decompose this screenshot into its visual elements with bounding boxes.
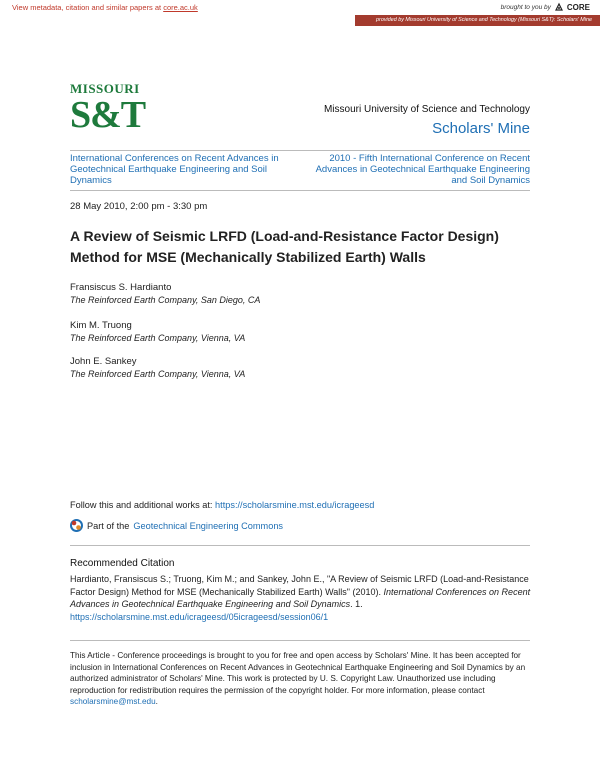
conference-edition-link[interactable]: 2010 - Fifth International Conference on Recent Advances in Geotechnical Earthquake Engineering and Soil Dynamics bbox=[315, 153, 530, 186]
citation-url[interactable]: https://scholarsmine.mst.edu/icrageesd/05icrageesd/session06/1 bbox=[70, 611, 329, 622]
core-view-text: View metadata, citation and similar papers at bbox=[12, 3, 164, 12]
divider-notice bbox=[70, 640, 530, 641]
author-affiliation: The Reinforced Earth Company, Vienna, VA bbox=[70, 369, 246, 379]
author-affiliation: The Reinforced Earth Company, San Diego, CA bbox=[70, 295, 261, 305]
author-block bbox=[70, 282, 260, 306]
institution-name: Missouri University of Science and Technology bbox=[323, 104, 530, 115]
part-of-line bbox=[70, 519, 283, 532]
follow-text: Follow this and additional works at: bbox=[70, 500, 216, 510]
core-link[interactable]: core.ac.uk bbox=[163, 3, 198, 12]
core-brand: CORE bbox=[566, 2, 590, 12]
divider-citation bbox=[70, 545, 530, 546]
core-brought-text: brought to you by bbox=[500, 3, 551, 11]
access-notice bbox=[70, 650, 532, 708]
author-name: Kim M. Truong bbox=[70, 320, 132, 331]
divider-conference bbox=[70, 190, 530, 191]
citation-text: Hardianto, Fransiscus S.; Truong, Kim M.; and Sankey, John E., "A Review of Seismic LRFD (Load-and-Resistance Factor Design) Method for MSE (Mechanically Stabilized Earth) Walls" (2010). bbox=[70, 574, 529, 597]
part-of-text: Part of the bbox=[87, 520, 130, 531]
divider-top bbox=[70, 150, 530, 151]
notice-end: . bbox=[155, 697, 158, 706]
logo-st-text: S&T bbox=[70, 94, 146, 136]
core-header bbox=[0, 0, 600, 28]
missouri-st-logo[interactable] bbox=[70, 81, 146, 142]
scholars-mine-link[interactable]: Scholars' Mine bbox=[432, 120, 530, 137]
author-name: John E. Sankey bbox=[70, 356, 137, 367]
commons-icon bbox=[70, 519, 83, 532]
citation-body bbox=[70, 573, 532, 623]
follow-line bbox=[70, 500, 374, 510]
notice-text: This Article - Conference proceedings is brought to you for free and open access by Scholars' Mine. It has been accepted for inclusion in International Conferences on Recent Advances in Geotechnical Earthquake Engineering and Soil Dynamics by an authorized administrator of Scholars' Mine. This work is protected by U. S. Copyright Law. Unauthorized use including reproduction for redistribution requires the permission of the copyright holder. For more information, please contact bbox=[70, 651, 526, 695]
provided-by-bar[interactable]: provided by Missouri University of Science and Technology (Missouri S&T): Scholars' Mine bbox=[355, 15, 600, 26]
author-name: Fransiscus S. Hardianto bbox=[70, 282, 172, 293]
citation-journal: International Conferences on Recent Advances in Geotechnical Earthquake Engineering and Soil Dynamics bbox=[70, 586, 531, 609]
citation-number: . 1. bbox=[350, 599, 363, 609]
logo-missouri-text: MISSOURI bbox=[70, 81, 140, 96]
author-affiliation: The Reinforced Earth Company, Vienna, VA bbox=[70, 333, 246, 343]
core-brought-by[interactable] bbox=[501, 2, 590, 12]
author-block bbox=[70, 356, 245, 380]
paper-title: A Review of Seismic LRFD (Load-and-Resistance Factor Design) Method for MSE (Mechanically Stabilized Earth) Walls bbox=[70, 228, 499, 265]
contact-email-link[interactable]: scholarsmine@mst.edu bbox=[70, 697, 156, 706]
session-date: 28 May 2010, 2:00 pm - 3:30 pm bbox=[70, 201, 208, 212]
core-view-metadata bbox=[12, 3, 198, 12]
geotechnical-commons-link[interactable]: Geotechnical Engineering Commons bbox=[133, 520, 284, 531]
core-logo-icon bbox=[554, 2, 564, 12]
author-block bbox=[70, 320, 245, 344]
conference-series-link[interactable]: International Conferences on Recent Advances in Geotechnical Earthquake Engineering and Soil Dynamics bbox=[70, 153, 279, 186]
citation-heading: Recommended Citation bbox=[70, 558, 175, 569]
collection-link[interactable]: https://scholarsmine.mst.edu/icrageesd bbox=[215, 500, 375, 510]
